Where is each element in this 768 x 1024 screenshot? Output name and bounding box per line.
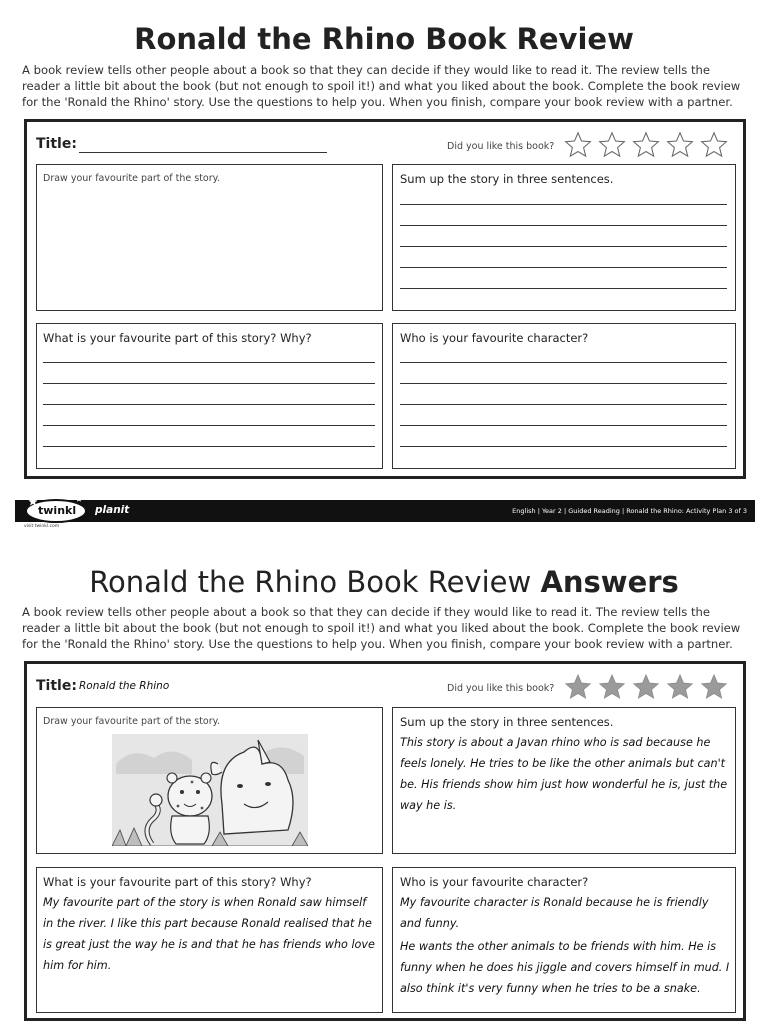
answers-title-plain: Ronald the Rhino Book Review	[89, 565, 541, 599]
star-outline-icon[interactable]	[564, 131, 592, 159]
answers-intro: A book review tells other people about a book so that they can decide if they would like to read it. The review tells the reader a little bit about the book (but not enough to spoil it!) and what you liked about the book. Complete the book review for the 'Ronald the Rhino' story. Use the questions to help you. When you finish, compare your book review with a partner.	[22, 605, 741, 651]
writing-line[interactable]	[43, 404, 375, 405]
favourite-character-box	[392, 323, 736, 469]
answers-sum-up-prompt: Sum up the story in three sentences.	[400, 715, 614, 729]
writing-line[interactable]	[400, 225, 727, 226]
rhino-and-friends-icon	[112, 734, 308, 846]
star-filled-icon	[666, 673, 694, 701]
answers-title-label: Title:	[36, 678, 77, 694]
answers-title	[0, 565, 768, 599]
writing-line[interactable]	[400, 446, 727, 447]
answers-draw-box	[36, 707, 383, 854]
writing-line[interactable]	[43, 425, 375, 426]
answers-favourite-character-prompt: Who is your favourite character?	[400, 875, 589, 889]
answers-favourite-part-prompt: What is your favourite part of this story? Why?	[43, 875, 312, 889]
favourite-part-box	[36, 323, 383, 469]
star-rating-empty[interactable]	[564, 131, 749, 161]
star-outline-icon[interactable]	[700, 131, 728, 159]
writing-line[interactable]	[400, 246, 727, 247]
star-rating-filled	[564, 673, 749, 703]
writing-line[interactable]	[400, 362, 727, 363]
worksheet-panel	[24, 119, 746, 479]
writing-line[interactable]	[400, 425, 727, 426]
favourite-part-answer: My favourite part of the story is when Ronald saw himself in the river. I like this part because Ronald realised that he is great just the way he is and that he has friends who love him for him.	[43, 896, 375, 972]
writing-line[interactable]	[400, 383, 727, 384]
favourite-character-prompt: Who is your favourite character?	[400, 331, 589, 345]
writing-line[interactable]	[400, 267, 727, 268]
title-label: Title:	[36, 136, 77, 152]
star-outline-icon[interactable]	[598, 131, 626, 159]
star-filled-icon	[700, 673, 728, 701]
answers-draw-prompt: Draw your favourite part of the story.	[43, 716, 220, 727]
answers-favourite-character-box	[392, 867, 736, 1013]
star-outline-icon[interactable]	[632, 131, 660, 159]
favourite-character-answer-1: My favourite character is Ronald because he is friendly and funny.	[400, 896, 709, 930]
planit-logo: planit	[95, 504, 130, 516]
star-filled-icon	[598, 673, 626, 701]
answers-like-question: Did you like this book?	[447, 683, 555, 694]
sum-up-prompt: Sum up the story in three sentences.	[400, 172, 614, 186]
title-input-line[interactable]	[79, 152, 327, 153]
sum-up-answer: This story is about a Javan rhino who is sad because he feels lonely. He tries to be like the other animals but can't be. His friends show him just how wonderful he is, just the way he is.	[400, 736, 728, 812]
draw-box[interactable]	[36, 164, 383, 311]
visit-url[interactable]: visit twinkl.com	[24, 524, 60, 529]
twinkl-logo-text: twinkl	[38, 504, 77, 517]
worksheet-title: Ronald the Rhino Book Review	[134, 22, 634, 56]
writing-line[interactable]	[43, 383, 375, 384]
star-filled-icon	[564, 673, 592, 701]
writing-line[interactable]	[43, 362, 375, 363]
star-outline-icon[interactable]	[666, 131, 694, 159]
writing-line[interactable]	[400, 288, 727, 289]
writing-line[interactable]	[400, 404, 727, 405]
answers-favourite-part-box	[36, 867, 383, 1013]
answers-title-bold: Answers	[540, 565, 679, 599]
favourite-character-answer-2: He wants the other animals to be friends with him. He is funny when he does his jiggle and covers himself in mud. I also think it's very funny when he tries to be a snake.	[400, 940, 730, 995]
footer-bar	[15, 500, 755, 522]
answers-sum-up-box	[392, 707, 736, 854]
draw-prompt: Draw your favourite part of the story.	[43, 173, 220, 184]
writing-line[interactable]	[43, 446, 375, 447]
answers-panel	[24, 661, 746, 1021]
footer-breadcrumb: English | Year 2 | Guided Reading | Ronald the Rhino: Activity Plan 3 of 3	[512, 507, 747, 515]
star-filled-icon	[632, 673, 660, 701]
writing-line[interactable]	[400, 204, 727, 205]
favourite-part-prompt: What is your favourite part of this story? Why?	[43, 331, 312, 345]
like-question: Did you like this book?	[447, 141, 555, 152]
answers-title-value: Ronald the Rhino	[79, 680, 170, 692]
rhino-illustration	[112, 734, 308, 846]
sum-up-box	[392, 164, 736, 311]
worksheet-intro: A book review tells other people about a book so that they can decide if they would like to read it. The review tells the reader a little bit about the book (but not enough to spoil it!) and what you liked about the book. Complete the book review for the 'Ronald the Rhino' story. Use the questions to help you. When you finish, compare your book review with a partner.	[22, 63, 741, 109]
